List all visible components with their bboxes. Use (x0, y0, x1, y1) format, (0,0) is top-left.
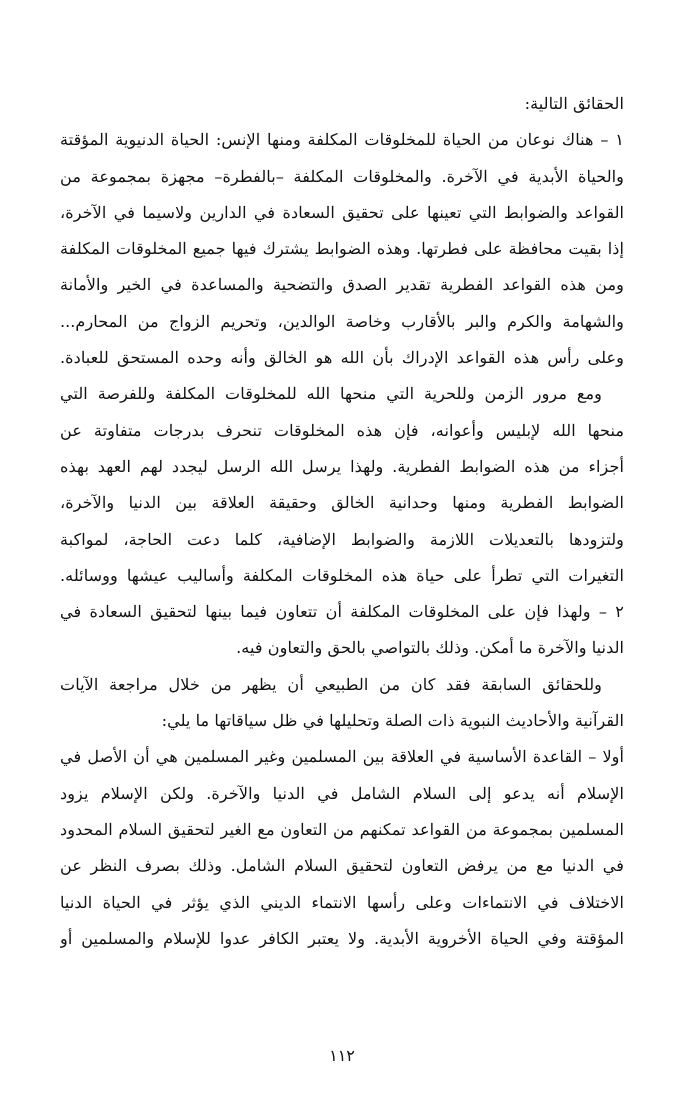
text-line: وللحقائق السابقة فقد كان من الطبيعي أن يظهر من خلال مراجعة الآيات (60, 674, 602, 694)
text-line: الضوابط الفطرية ومنها وحدانية الخالق وحقيقة العلاقة بين الدنيا والآخرة، (60, 493, 624, 513)
text-line: ٢ – ولهذا فإن على المخلوقات المكلفة أن تتعاون فيما بينها لتحقيق السعادة في (60, 602, 624, 622)
text-line: في الدنيا مع من يرفض التعاون لتحقيق السلام الشامل. وذلك بصرف النظر عن (60, 856, 624, 876)
text-line: والحياة الأبدية في الآخرة. والمخلوقات المكلفة –بالفطرة– مجهزة بمجموعة من (60, 166, 624, 186)
text-line: الإسلام أنه يدعو إلى السلام الشامل في الدنيا والآخرة. ولكن الإسلام يزود (60, 783, 624, 803)
text-line: القرآنية والأحاديث النبوية ذات الصلة وتحليلها في ظل سياقاتها ما يلي: (161, 711, 624, 731)
text-line: الدنيا والآخرة ما أمكن. وذلك بالتواصي بالحق والتعاون فيه. (236, 638, 624, 658)
text-line: منحها الله لإبليس وأعوانه، فإن هذه المخلوقات تنحرف بدرجات متفاوتة عن (60, 420, 624, 440)
text-line: المؤقتة وفي الحياة الأخروية الأبدية. ولا يعتبر الكافر عدوا للإسلام والمسلمين أو (60, 928, 624, 948)
text-line: القواعد والضوابط التي تعينها على تحقيق السعادة في الدارين ولاسيما في الآخرة، (60, 202, 624, 222)
text-line: المسلمين بمجموعة من القواعد تمكنهم من التعاون مع الغير لتحقيق السلام المحدود (60, 819, 624, 839)
text-line: التغيرات التي تطرأ على حياة هذه المخلوقات المكلفة وأساليب عيشها ووسائله. (60, 565, 624, 585)
text-line: الاختلاف في الانتماءات وعلى رأسها الانتماء الديني الذي يؤثر في الحياة الدنيا (60, 892, 624, 912)
text-line: والشهامة والكرم والبر بالأقارب وخاصة الوالدين، وتحريم الزواج من المحارم... (60, 311, 624, 331)
page-number: ١١٢ (329, 1046, 355, 1065)
text-line: وعلى رأس هذه القواعد الإدراك بأن الله هو الخالق وأنه وحده المستحق للعبادة. (60, 348, 624, 368)
text-line: ولتزودها بالتعديلات اللازمة والضوابط الإضافية، كلما دعت الحاجة، لمواكبة (60, 529, 624, 549)
text-line: ١ – هناك نوعان من الحياة للمخلوقات المكلفة ومنها الإنس: الحياة الدنيوية المؤقتة (60, 130, 624, 150)
text-line: أولا – القاعدة الأساسية في العلاقة بين المسلمين وغير المسلمين هي أن الأصل في (60, 747, 624, 767)
body-text (60, 86, 624, 957)
text-line: الحقائق التالية: (524, 94, 624, 113)
text-line: إذا بقيت محافظة على فطرتها. وهذه الضوابط يشترك فيها جميع المخلوقات المكلفة (60, 239, 624, 259)
text-line: ومع مرور الزمن وللحرية التي منحها الله للمخلوقات المكلفة وللفرصة التي (60, 384, 602, 404)
text-line: أجزاء من هذه الضوابط الفطرية. ولهذا يرسل الله الرسل ليجدد لهم العهد بهذه (60, 456, 624, 476)
text-line: ومن هذه القواعد الفطرية تقدير الصدق والتضحية والمساعدة في الخير والأمانة (60, 275, 624, 295)
